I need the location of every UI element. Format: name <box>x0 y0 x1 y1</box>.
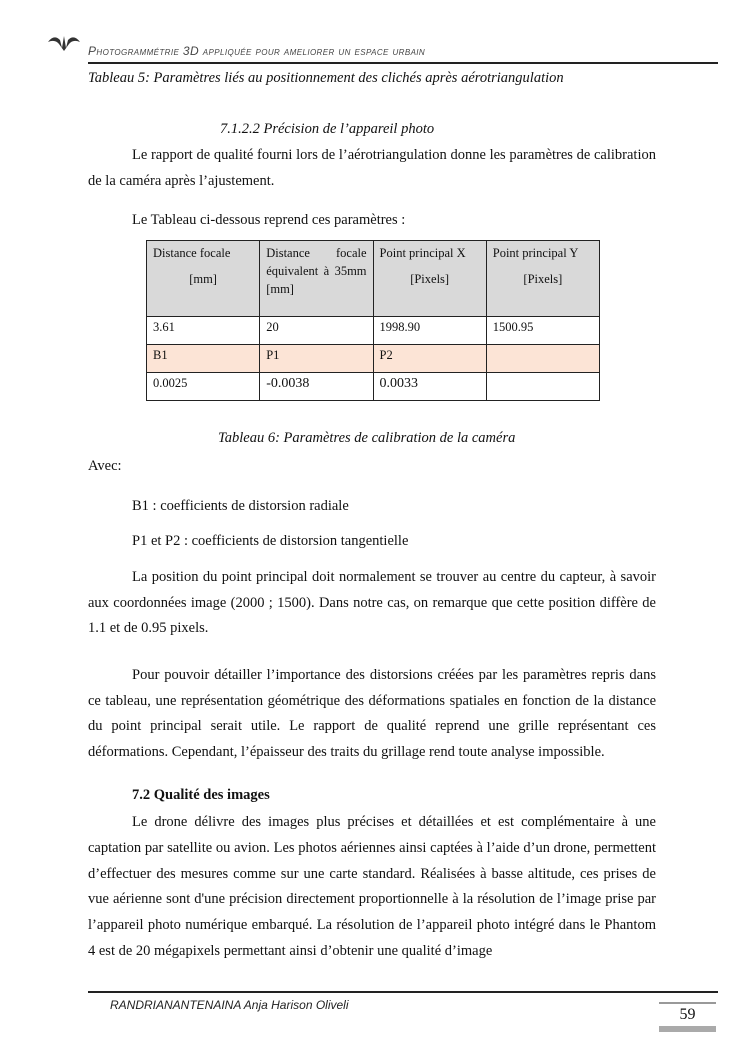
page-number: 59 <box>679 1006 696 1023</box>
header-unit: [Pixels] <box>410 272 450 286</box>
paragraph: Le drone délivre des images plus précises et détaillées et est complémentaire à une captation par satellite ou avion. Les photos aériennes ainsi captées à l’aide d’un drone, permettent d’effectuer des mesures comme sur une carte standard. Réalisées à basse altitude, ces prises de vue aérienne sont d'une précision directement proportionnelle à la résolution de l’image prise par l’appareil photo numérique embarqué. La résolution de l’appareil photo intégré dans le Phantom 4 est de 20 mégapixels permettant ainsi d’obtenir une qualité d’image <box>88 814 656 959</box>
table-cell: P1 <box>260 345 373 373</box>
header-text: Distance focale <box>153 246 231 260</box>
table-cell: 3.61 <box>147 317 260 345</box>
header-rule <box>88 62 718 64</box>
table-cell: 0.0025 <box>147 373 260 401</box>
table-cell <box>486 345 599 373</box>
header-unit: [mm] <box>189 272 217 286</box>
page-number-bar <box>659 1026 716 1032</box>
header-title: Photogrammétrie 3D appliquée pour ameliorer un espace urbain <box>88 44 426 58</box>
section-heading-7-1-2-2: 7.1.2.2 Précision de l’appareil photo <box>220 121 435 137</box>
page-number-rule <box>659 1002 716 1004</box>
table-header-cell <box>486 241 599 317</box>
table-header-row <box>147 241 600 317</box>
table-header-cell: Distance focale équivalent à 35mm [mm] <box>260 241 373 317</box>
table-row <box>147 317 600 345</box>
table-header-cell <box>147 241 260 317</box>
table-row <box>147 345 600 373</box>
paragraph: Pour pouvoir détailler l’importance des distorsions créées par les paramètres repris dans ce tableau, une représentation géométrique des déformations spatiales en fonction de la distance du point principal serait utile. Le rapport de qualité reprend une grille représentant ces déformations. Cependant, l’épaisseur des traits du grillage rend toute analyse impossible. <box>88 667 656 760</box>
footer-author: RANDRIANANTENAINA Anja Harison Oliveli <box>110 998 349 1012</box>
table5-caption: Tableau 5: Paramètres liés au positionnement des clichés après aérotriangulation <box>88 70 564 86</box>
table-cell <box>486 373 599 401</box>
avec-label: Avec: <box>88 458 122 474</box>
footer-rule <box>88 991 718 993</box>
table-cell: 0.0033 <box>373 373 486 401</box>
header-unit: [Pixels] <box>523 272 563 286</box>
table-cell: B1 <box>147 345 260 373</box>
table6-caption: Tableau 6: Paramètres de calibration de la caméra <box>218 430 516 446</box>
paragraph: Le Tableau ci-dessous reprend ces paramètres : <box>132 212 406 228</box>
definition-b1: B1 : coefficients de distorsion radiale <box>132 498 349 514</box>
header-text: Point principal Y <box>492 246 579 260</box>
section-heading-7-2: 7.2 Qualité des images <box>132 787 270 803</box>
logo-icon <box>46 32 82 52</box>
table-row <box>147 373 600 401</box>
header-text: Point principal X <box>379 246 466 260</box>
calibration-table <box>146 240 600 401</box>
paragraph: Le rapport de qualité fourni lors de l’aérotriangulation donne les paramètres de calibration de la caméra après l’ajustement. <box>88 147 656 189</box>
table-header-cell <box>373 241 486 317</box>
table-cell: -0.0038 <box>260 373 373 401</box>
paragraph: La position du point principal doit normalement se trouver au centre du capteur, à savoir aux coordonnées image (2000 ; 1500). Dans notre cas, on remarque que cette position diffère de 1.1 et de 0.95 pixels. <box>88 569 656 636</box>
table-cell: 1500.95 <box>486 317 599 345</box>
table-cell: P2 <box>373 345 486 373</box>
table-cell: 20 <box>260 317 373 345</box>
definition-p1-p2: P1 et P2 : coefficients de distorsion tangentielle <box>132 533 409 549</box>
table-cell: 1998.90 <box>373 317 486 345</box>
